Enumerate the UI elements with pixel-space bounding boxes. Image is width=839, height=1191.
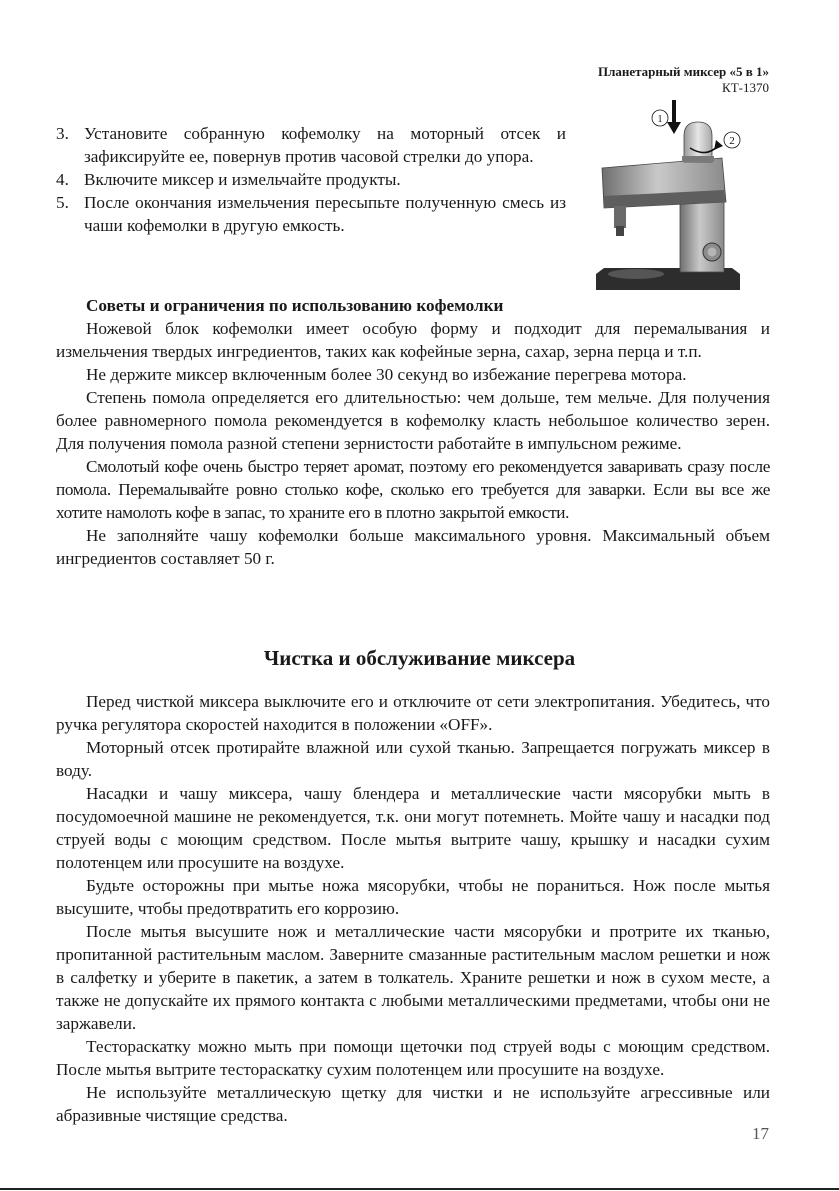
section1-body (56, 317, 770, 570)
steps-list (56, 122, 566, 237)
paragraph: Не заполняйте чашу кофемолки больше максимального уровня. Максимальный объем ингредиентов составляет 50 г. (56, 526, 770, 568)
section1-title: Советы и ограничения по использованию кофемолки (86, 296, 504, 315)
step-text: Включите миксер и измельчайте продукты. (84, 170, 401, 189)
step-5 (56, 191, 566, 237)
paragraph: После мытья высушите нож и металлические части мясорубки и протрите их тканью, пропитанной растительным маслом. Заверните смазанные растительным маслом решетки и нож в салфетку и уберите в пакетик, а затем в толкатель. Храните решетки и нож в сухом месте, а также не допускайте их прямого контакта с любыми металлическими предметами, чтобы они не заржавели. (56, 922, 770, 1033)
paragraph: Не используйте металлическую щетку для чистки и не используйте агрессивные или абразивные чистящие средства. (56, 1083, 770, 1125)
step-text: После окончания измельчения пересыпьте полученную смесь из чаши кофемолки в другую емкость. (84, 193, 566, 235)
section2-title: Чистка и обслуживание миксера (263, 646, 576, 670)
paragraph: Не держите миксер включенным более 30 секунд во избежание перегрева мотора. (86, 365, 687, 384)
paragraph: Будьте осторожны при мытье ножа мясорубки, чтобы не пораниться. Нож после мытья высушите, чтобы предотвратить его коррозию. (56, 876, 770, 918)
callout-2: 2 (729, 135, 735, 147)
step-4 (56, 168, 566, 191)
paragraph: Смолотый кофе очень быстро теряет аромат, поэтому его рекомендуется заваривать сразу после помола. Перемалывайте ровно столько кофе, сколько его требуется для заварки. Если вы все же хотите намолоть кофе в запас, то храните его в плотно закрытой емкости. (56, 457, 770, 522)
step-number: 5. (56, 193, 69, 212)
mixer-illustration (592, 96, 744, 296)
step-number: 3. (56, 124, 69, 143)
bottom-rule (0, 1188, 839, 1190)
page-number: 17 (752, 1124, 769, 1143)
step-text: Установите собранную кофемолку на моторный отсек и зафиксируйте ее, повернув против часовой стрелки до упора. (84, 124, 566, 166)
running-header (598, 64, 769, 96)
mixer-column (680, 198, 724, 272)
paragraph: Степень помола определяется его длительностью: чем дольше, тем мельче. Для получения более равномерного помола рекомендуется в кофемолку класть небольшое количество зерен. Для получения помола разной степени зернистости работайте в импульсном режиме. (56, 388, 770, 453)
step-number: 4. (56, 170, 69, 189)
paragraph: Тестораскатку можно мыть при помощи щеточки под струей воды с моющим средством. После мытья вытрите тестораскатку сухим полотенцем или просушите на воздухе. (56, 1037, 770, 1079)
paragraph: Ножевой блок кофемолки имеет особую форму и подходит для перемалывания и измельчения твердых ингредиентов, таких как кофейные зерна, сахар, зерна перца и т.п. (56, 319, 770, 361)
model-code: КТ-1370 (722, 80, 769, 95)
section2-body (56, 690, 770, 1127)
model-title: Планетарный миксер «5 в 1» (597, 64, 769, 79)
arrow-down-icon (667, 122, 681, 134)
step-3 (56, 122, 566, 168)
paragraph: Перед чисткой миксера выключите его и отключите от сети электропитания. Убедитесь, что ручка регулятора скоростей находится в положении «OFF». (56, 692, 770, 734)
paragraph: Насадки и чашу миксера, чашу блендера и металлические части мясорубки мыть в посудомоечной машине не рекомендуется, т.к. они могут потемнеть. Мойте чашу и насадки под струей воды с моющим средством. После мытья вытрите чашу, крышку и насадки сухим полотенцем или просушите на воздухе. (56, 784, 770, 872)
paragraph: Моторный отсек протирайте влажной или сухой тканью. Запрещается погружать миксер в воду. (56, 738, 770, 780)
callout-1: 1 (657, 114, 663, 125)
